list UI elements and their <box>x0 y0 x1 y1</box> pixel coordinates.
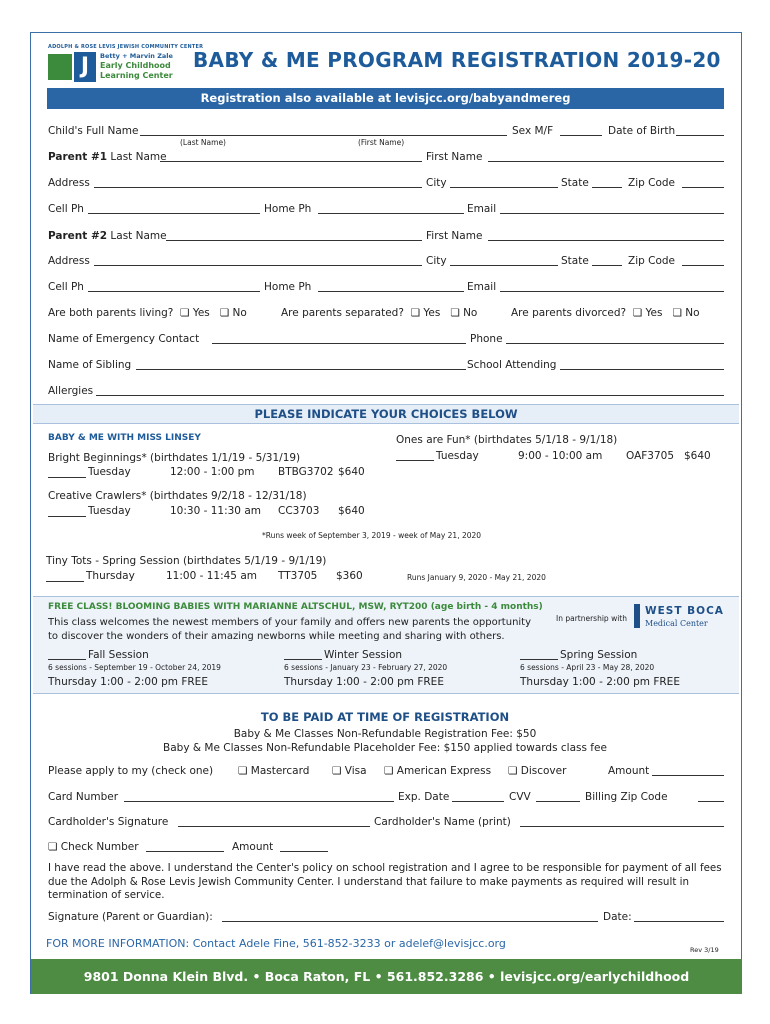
more-info-label: FOR MORE INFORMATION: <box>46 937 190 950</box>
payment-header: TO BE PAID AT TIME OF REGISTRATION <box>260 710 510 724</box>
check-amount-line[interactable] <box>280 851 328 852</box>
discover-label: Discover <box>520 765 567 777</box>
partner-sub: Medical Center <box>645 619 708 628</box>
parent2-first-label: First Name <box>426 230 483 242</box>
west-boca-logo <box>634 604 640 628</box>
visa-label: Visa <box>344 765 367 777</box>
parent2-zip-label: Zip Code <box>628 255 675 267</box>
parent1-last-line[interactable] <box>160 161 422 162</box>
separated-label: Are parents separated? <box>281 307 404 319</box>
billing-zip-label: Billing Zip Code <box>585 791 668 803</box>
tiny-day: Thursday <box>86 570 135 582</box>
winter-select-line[interactable] <box>284 659 322 660</box>
fall-select-line[interactable] <box>48 659 86 660</box>
parent1-first-label: First Name <box>426 151 483 163</box>
parent2-address-line[interactable] <box>94 265 422 266</box>
parent2-address-label: Address <box>48 255 90 267</box>
cardholder-name-label: Cardholder's Name (print) <box>374 816 511 828</box>
linsey-heading: BABY & ME WITH MISS LINSEY <box>48 433 201 443</box>
ones-day: Tuesday <box>436 450 479 462</box>
handprint-icon <box>48 54 72 80</box>
tiny-time: 11:00 - 11:45 am <box>166 570 257 582</box>
apply-label: Please apply to my (check one) <box>48 765 214 777</box>
school-label: School Attending <box>467 359 557 371</box>
mastercard-option[interactable] <box>238 765 309 777</box>
parent2-city-label: City <box>426 255 447 267</box>
dob-line[interactable] <box>676 135 724 136</box>
exp-line[interactable] <box>452 801 504 802</box>
parents-living-question <box>48 307 247 319</box>
parent1-first-line[interactable] <box>488 161 724 162</box>
parent1-address-label: Address <box>48 177 90 189</box>
dob-label: Date of Birth <box>608 125 676 137</box>
signature-line[interactable] <box>222 921 598 922</box>
emergency-label: Name of Emergency Contact <box>48 333 200 345</box>
spring-session-name: Spring Session <box>560 649 638 661</box>
sex-label: Sex M/F <box>512 125 554 137</box>
parent1-city-line[interactable] <box>450 187 558 188</box>
amount-label: Amount <box>608 765 650 777</box>
cardholder-sig-line[interactable] <box>178 826 370 827</box>
fall-session-name: Fall Session <box>88 649 149 661</box>
emergency-line[interactable] <box>212 343 466 344</box>
ones-select-line[interactable] <box>396 460 434 461</box>
parent1-home-line[interactable] <box>318 213 464 214</box>
sibling-line[interactable] <box>136 369 466 370</box>
fall-session-dates: 6 sessions - September 19 - October 24, 2019 <box>48 663 221 672</box>
creative-day: Tuesday <box>88 505 131 517</box>
parent1-label <box>48 151 167 163</box>
bright-select-line[interactable] <box>48 477 86 478</box>
revision: Rev 3/19 <box>690 946 719 954</box>
winter-session-name: Winter Session <box>324 649 403 661</box>
living-label: Are both parents living? <box>48 307 174 319</box>
checkbox-icon[interactable]: ❏ <box>450 307 460 319</box>
parent1-email-label: Email <box>467 203 497 215</box>
yes-label: Yes <box>192 307 210 319</box>
amount-line[interactable] <box>652 775 724 776</box>
parents-separated-question <box>281 307 477 319</box>
parent2-city-line[interactable] <box>450 265 558 266</box>
parent2-last-line[interactable] <box>166 240 422 241</box>
sex-line[interactable] <box>560 135 602 136</box>
checkbox-icon[interactable]: ❏ <box>219 307 230 319</box>
cvv-line[interactable] <box>536 801 580 802</box>
blooming-heading: FREE CLASS! BLOOMING BABIES WITH MARIANNE ALTSCHUL, MSW, RYT200 (age birth - 4 months) <box>48 602 543 612</box>
fall-session-time: Thursday 1:00 - 2:00 pm FREE <box>48 676 208 688</box>
parent2-cell-label: Cell Ph <box>48 281 84 293</box>
parent1-cell-line[interactable] <box>88 213 260 214</box>
choices-header <box>33 404 739 424</box>
winter-session-dates: 6 sessions - January 23 - February 27, 2020 <box>284 663 448 672</box>
parent1-state-label: State <box>561 177 589 189</box>
spring-session-time: Thursday 1:00 - 2:00 pm FREE <box>520 676 680 688</box>
spring-select-line[interactable] <box>520 659 558 660</box>
ones-fun-title: Ones are Fun* (birthdates 5/1/18 - 9/1/18) <box>396 434 618 446</box>
discover-option[interactable] <box>508 765 566 777</box>
logo-line-3: Learning Center <box>100 71 173 80</box>
blooming-desc-2: to discover the wonders of their amazing newborns while meeting and sharing with others. <box>48 631 505 642</box>
parent1-zip-line[interactable] <box>682 187 724 188</box>
exp-label: Exp. Date <box>398 791 450 803</box>
bright-code: BTBG3702 <box>278 466 334 478</box>
ones-time: 9:00 - 10:00 am <box>518 450 603 462</box>
footer-address: 9801 Donna Klein Blvd. • Boca Raton, FL • 561.852.3286 • levisjcc.org/earlychildhood <box>83 969 690 984</box>
parent2-email-line[interactable] <box>500 291 724 292</box>
mastercard-label: Mastercard <box>250 765 310 777</box>
parent1-address-line[interactable] <box>94 187 422 188</box>
parent2-last-label: Last Name <box>110 230 167 242</box>
logo-line-2: Early Childhood <box>100 61 171 70</box>
amex-option[interactable] <box>384 765 491 777</box>
no-label: No <box>232 307 247 319</box>
winter-session-time: Thursday 1:00 - 2:00 pm FREE <box>284 676 444 688</box>
placeholder-fee: Baby & Me Classes Non-Refundable Placeholder Fee: $150 applied towards class fee <box>163 742 607 754</box>
parent2-first-line[interactable] <box>488 240 724 241</box>
creative-price: $640 <box>338 505 365 517</box>
checkbox-icon[interactable]: ❏ <box>48 841 58 853</box>
signature-label: Signature (Parent or Guardian): <box>48 911 213 923</box>
checkbox-icon[interactable]: ❏ <box>180 307 190 319</box>
date-label: Date: <box>603 911 632 923</box>
checkbox-icon[interactable]: ❏ <box>632 307 643 319</box>
date-line[interactable] <box>634 921 724 922</box>
ones-price: $640 <box>684 450 711 462</box>
tiny-code: TT3705 <box>278 570 318 582</box>
phone-label: Phone <box>470 333 503 345</box>
parent2-cell-line[interactable] <box>88 291 260 292</box>
footer-bar <box>31 959 742 994</box>
choices-header-text: PLEASE INDICATE YOUR CHOICES BELOW <box>254 407 518 421</box>
sibling-label: Name of Sibling <box>48 359 132 371</box>
parents-divorced-question <box>511 307 700 319</box>
more-info-text: Contact Adele Fine, 561-852-3233 or adelef@levisjcc.org <box>192 937 506 950</box>
runs-note: *Runs week of September 3, 2019 - week of May 21, 2020 <box>262 531 482 540</box>
parent1-city-label: City <box>426 177 447 189</box>
ones-code: OAF3705 <box>626 450 675 462</box>
amex-label: American Express <box>396 765 492 777</box>
online-registration-banner <box>47 88 724 109</box>
visa-option[interactable] <box>332 765 367 777</box>
checkbox-icon[interactable]: ❏ <box>672 307 682 319</box>
parent1-cell-label: Cell Ph <box>48 203 84 215</box>
yes-label: Yes <box>423 307 441 319</box>
parent1-home-label: Home Ph <box>264 203 312 215</box>
logo-letter: J <box>74 52 96 82</box>
school-line[interactable] <box>560 369 724 370</box>
card-number-line[interactable] <box>124 801 394 802</box>
checkbox-icon[interactable]: ❏ <box>508 765 518 777</box>
first-name-hint: (First Name) <box>358 138 405 147</box>
check-amount-label: Amount <box>232 841 274 853</box>
logo-line-1: Betty + Marvin Zale <box>100 52 173 60</box>
bright-price: $640 <box>338 466 365 478</box>
creative-crawlers-title: Creative Crawlers* (birthdates 9/2/18 - 12/31/18) <box>48 490 307 502</box>
bright-day: Tuesday <box>88 466 131 478</box>
check-number-label: Check Number <box>60 841 139 853</box>
tiny-price: $360 <box>336 570 363 582</box>
no-label: No <box>463 307 478 319</box>
child-name-label: Child's Full Name <box>48 125 139 137</box>
more-info <box>46 937 506 950</box>
page-title: BABY & ME PROGRAM REGISTRATION 2019-20 <box>193 48 721 72</box>
cardholder-sig-label: Cardholder's Signature <box>48 816 169 828</box>
partnership-label: In partnership with <box>556 614 627 623</box>
checkbox-icon[interactable]: ❏ <box>384 765 394 777</box>
parent1-tag: Parent #1 <box>48 151 108 163</box>
blooming-desc-1: This class welcomes the newest members of your family and offers new parents the opportunity <box>48 617 532 628</box>
child-name-line[interactable] <box>140 135 507 136</box>
billing-zip-line[interactable] <box>698 801 724 802</box>
parent2-tag: Parent #2 <box>48 230 108 242</box>
cvv-label: CVV <box>509 791 531 803</box>
no-label: No <box>685 307 700 319</box>
creative-code: CC3703 <box>278 505 320 517</box>
tiny-tots-title: Tiny Tots - Spring Session (birthdates 5/1/19 - 9/1/19) <box>46 555 327 567</box>
parent2-zip-line[interactable] <box>682 265 724 266</box>
creative-time: 10:30 - 11:30 am <box>170 505 261 517</box>
tiny-note: Runs January 9, 2020 - May 21, 2020 <box>407 573 546 582</box>
check-number-option[interactable] <box>48 841 139 853</box>
checkbox-icon[interactable]: ❏ <box>332 765 342 777</box>
parent1-state-line[interactable] <box>592 187 622 188</box>
creative-select-line[interactable] <box>48 516 86 517</box>
checkbox-icon[interactable]: ❏ <box>238 765 248 777</box>
org-name: ADOLPH & ROSE LEVIS JEWISH COMMUNITY CENTER <box>48 44 204 50</box>
bright-beginnings-title: Bright Beginnings* (birthdates 1/1/19 - 5/31/19) <box>48 452 301 464</box>
parent2-home-line[interactable] <box>318 291 464 292</box>
tiny-select-line[interactable] <box>46 581 84 582</box>
parent2-email-label: Email <box>467 281 497 293</box>
registration-fee: Baby & Me Classes Non-Refundable Registration Fee: $50 <box>233 728 537 740</box>
check-number-line[interactable] <box>146 851 224 852</box>
jcc-logo <box>48 52 173 82</box>
parent1-email-line[interactable] <box>500 213 724 214</box>
checkbox-icon[interactable]: ❏ <box>410 307 420 319</box>
last-name-hint: (Last Name) <box>180 138 226 147</box>
bright-time: 12:00 - 1:00 pm <box>170 466 255 478</box>
allergies-line[interactable] <box>96 395 724 396</box>
parent2-label <box>48 230 167 242</box>
phone-line[interactable] <box>506 343 724 344</box>
parent2-state-line[interactable] <box>592 265 622 266</box>
yes-label: Yes <box>645 307 663 319</box>
banner-text: Registration also available at levisjcc.org/babyandmereg <box>200 91 571 105</box>
divorced-label: Are parents divorced? <box>511 307 627 319</box>
cardholder-name-line[interactable] <box>520 826 724 827</box>
parent2-state-label: State <box>561 255 589 267</box>
card-number-label: Card Number <box>48 791 119 803</box>
partner-name: WEST BOCA <box>645 605 724 617</box>
parent1-zip-label: Zip Code <box>628 177 675 189</box>
allergies-label: Allergies <box>48 385 94 397</box>
parent2-home-label: Home Ph <box>264 281 312 293</box>
spring-session-dates: 6 sessions - April 23 - May 28, 2020 <box>520 663 655 672</box>
policy-text: I have read the above. I understand the Center's policy on school registration and I agree to be responsible for payment of all fees due the Adolph & Rose Levis Jewish Community Center. I understand that failure to make payments as required will result in termination of service. <box>48 862 722 901</box>
parent1-last-label: Last Name <box>110 151 167 163</box>
